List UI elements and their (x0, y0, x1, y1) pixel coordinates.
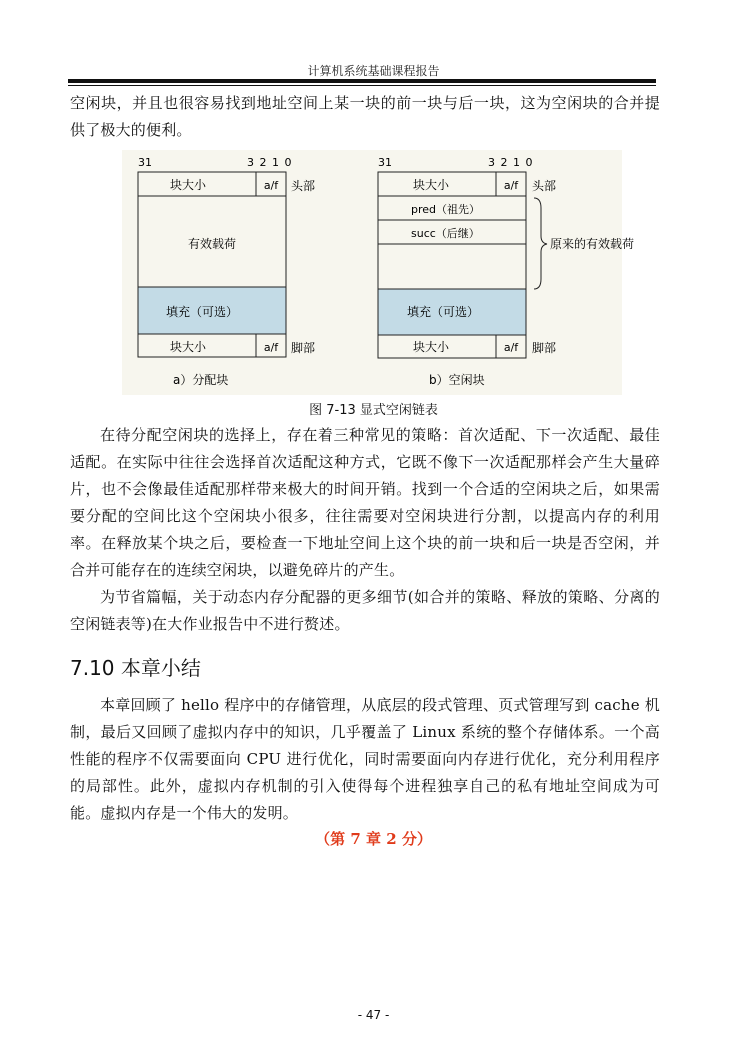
allocated-block (138, 156, 315, 387)
header-rule-thick (68, 79, 656, 83)
omitted-details-paragraph: 为节省篇幅，关于动态内存分配器的更多细节(如合并的策略、释放的策略、分离的空闲链表等)在大作业报告中不进行赘述。 (70, 588, 660, 633)
intro-paragraph: 空闲块，并且也很容易找到地址空间上某一块的前一块与后一块，这为空闲块的合并提供了极大的便利。 (70, 94, 660, 139)
free-padding: 填充（可选） (406, 305, 480, 319)
chapter-score: （第 7 章 2 分） (315, 830, 432, 848)
alloc-footer-label: 脚部 (291, 341, 316, 355)
alloc-header-flag: a/f (263, 179, 279, 192)
figure-caption: 图 7-13 显式空闲链表 (309, 403, 438, 418)
alloc-bits-low: 3 2 1 0 (247, 156, 293, 169)
alloc-bit-high: 31 (138, 156, 152, 169)
free-block (378, 156, 634, 387)
alloc-footer-flag: a/f (263, 341, 279, 354)
report-title: 计算机系统基础课程报告 (307, 64, 440, 78)
free-pred: pred（祖先） (411, 203, 481, 216)
alloc-sublabel: a）分配块 (173, 373, 229, 387)
free-footer-flag: a/f (503, 341, 519, 354)
explicit-free-list-figure (122, 150, 635, 395)
figure-diagram (122, 150, 635, 395)
free-footer-size: 块大小 (412, 340, 450, 354)
free-header-size: 块大小 (412, 178, 450, 192)
page-number: - 47 - (357, 1008, 390, 1022)
alloc-footer-size: 块大小 (169, 340, 207, 354)
alloc-header-label: 头部 (291, 179, 316, 193)
strategies-paragraph: 在待分配空闲块的选择上，存在着三种常见的策略：首次适配、下一次适配、最佳适配。在实际中往往会选择首次适配这种方式，它既不像下一次适配那样会产生大量碎片，也不会像最佳适配那样带来极大的时间开销。找到一个合适的空闲块之后，如果需要分配的空间比这个空闲块小很多，往往需要对空闲块进行分割，以提高内存的利用率。在释放某个块之后，要检查一下地址空间上这个块的前一块和后一块是否空闲，并合并可能存在的连续空闲块，以避免碎片的产生。 (70, 426, 660, 579)
free-footer-label: 脚部 (532, 341, 557, 355)
free-bits-low: 3 2 1 0 (488, 156, 534, 169)
chapter-summary-paragraph: 本章回顾了 hello 程序中的存储管理，从底层的段式管理、页式管理写到 cache 机制，最后又回顾了虚拟内存中的知识，几乎覆盖了 Linux 系统的整个存储体系。一个高性能的程序不仅需要面向 CPU 进行优化，同时需要面向内存进行优化，充分利用程序的局部性。此外，虚拟内存机制的引入使得每个进程独享自己的私有地址空间成为可能。虚拟内存是一个伟大的发明。 (70, 696, 660, 822)
header-rule-thin (68, 85, 656, 86)
payload-brace (534, 198, 547, 289)
free-brace-label: 原来的有效载荷 (550, 237, 635, 251)
free-succ: succ（后继） (411, 227, 480, 240)
alloc-padding: 填充（可选） (165, 305, 239, 319)
free-header-label: 头部 (532, 179, 557, 193)
free-header-flag: a/f (503, 179, 519, 192)
alloc-payload: 有效载荷 (187, 237, 237, 251)
free-bit-high: 31 (378, 156, 392, 169)
section-heading: 7.10 本章小结 (70, 656, 201, 680)
alloc-header-size: 块大小 (169, 178, 207, 192)
free-sublabel: b）空闲块 (429, 373, 485, 387)
